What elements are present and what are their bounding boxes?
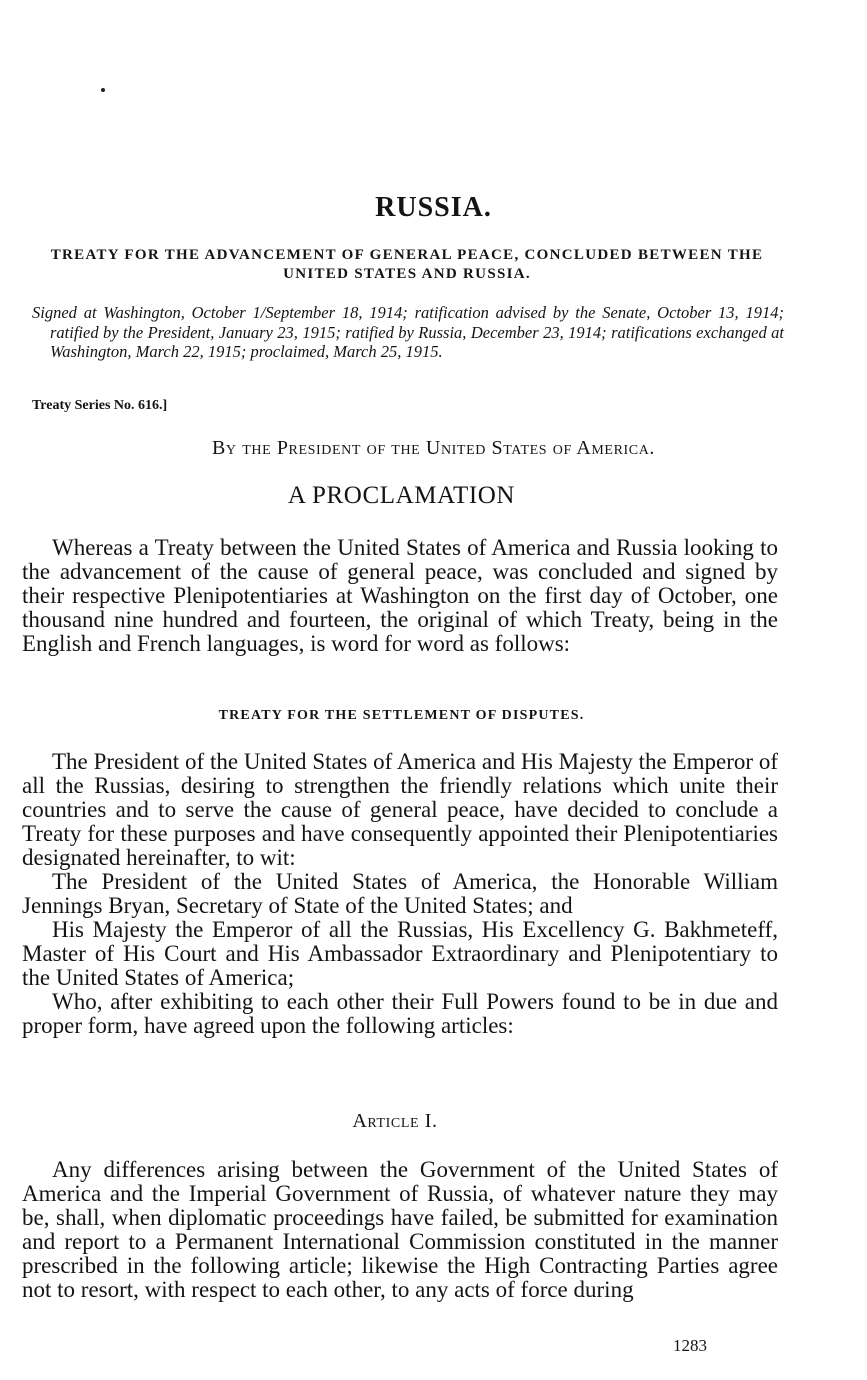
whereas-text: Whereas a Treaty between the United States of America and Russia looking to the advancement of the cause of general peace, was concluded and signed by their respective Plenipotentiaries at Washington on the first day of October, one thousand nine hundred and fourteen, the original of which Treaty, being in the English and French languages, is word for word as follows: <box>22 535 778 656</box>
by-president-heading: By the President of the United States of America. <box>211 437 656 459</box>
page-number: 1283 <box>673 1336 707 1355</box>
preamble-paragraph: His Majesty the Emperor of all the Russias, His Excellency G. Bakhmeteff, Master of His Court and His Ambassador Extraordinary and Plenipotentiary to the United States of America; <box>22 917 778 990</box>
article-paragraph <box>22 1158 778 1302</box>
treaty-heading: TREATY FOR THE ADVANCEMENT OF GENERAL PEACE, CONCLUDED BETWEEN THE UNITED STATES AND RUSSIA. <box>50 247 764 282</box>
proclamation-title: A PROCLAMATION <box>287 482 516 509</box>
preamble-paragraph: The President of the United States of America, the Honorable William Jennings Bryan, Secretary of State of the United States; and <box>22 869 778 918</box>
preamble <box>22 750 778 1038</box>
signature-note <box>32 303 784 362</box>
settlement-heading: TREATY FOR THE SETTLEMENT OF DISPUTES. <box>218 708 585 723</box>
treaty-series-number: Treaty Series No. 616.] <box>32 398 168 413</box>
whereas-paragraph <box>22 536 778 656</box>
article-text: Any differences arising between the Government of the United States of America and the Imperial Government of Russia, of whatever nature they may be, shall, when diplomatic proceedings have failed, be submitted for examination and report to a Permanent International Commission constituted in the manner prescribed in the following article; likewise the High Contracting Parties agree not to resort, with respect to each other, to any acts of force during <box>22 1157 778 1302</box>
preamble-paragraph: The President of the United States of America and His Majesty the Emperor of all the Russias, desiring to strengthen the friendly relations which unite their countries and to serve the cause of general peace, have decided to conclude a Treaty for these purposes and have consequently appointed their Plenipotentiaries designated hereinafter, to wit: <box>22 749 778 870</box>
country-title: RUSSIA. <box>375 192 492 223</box>
article-heading: Article I. <box>352 1110 438 1132</box>
preamble-paragraph: Who, after exhibiting to each other their Full Powers found to be in due and proper form, have agreed upon the following articles: <box>22 989 778 1038</box>
ink-speck <box>101 88 105 92</box>
signature-note-text: Signed at Washington, October 1/September 18, 1914; ratification advised by the Senate, October 13, 1914; ratified by the President, January 23, 1915; ratified by Russia, December 23, 1914; ratifications exchanged at Washington, March 22, 1915; proclaimed, March 25, 1915. <box>32 303 784 361</box>
